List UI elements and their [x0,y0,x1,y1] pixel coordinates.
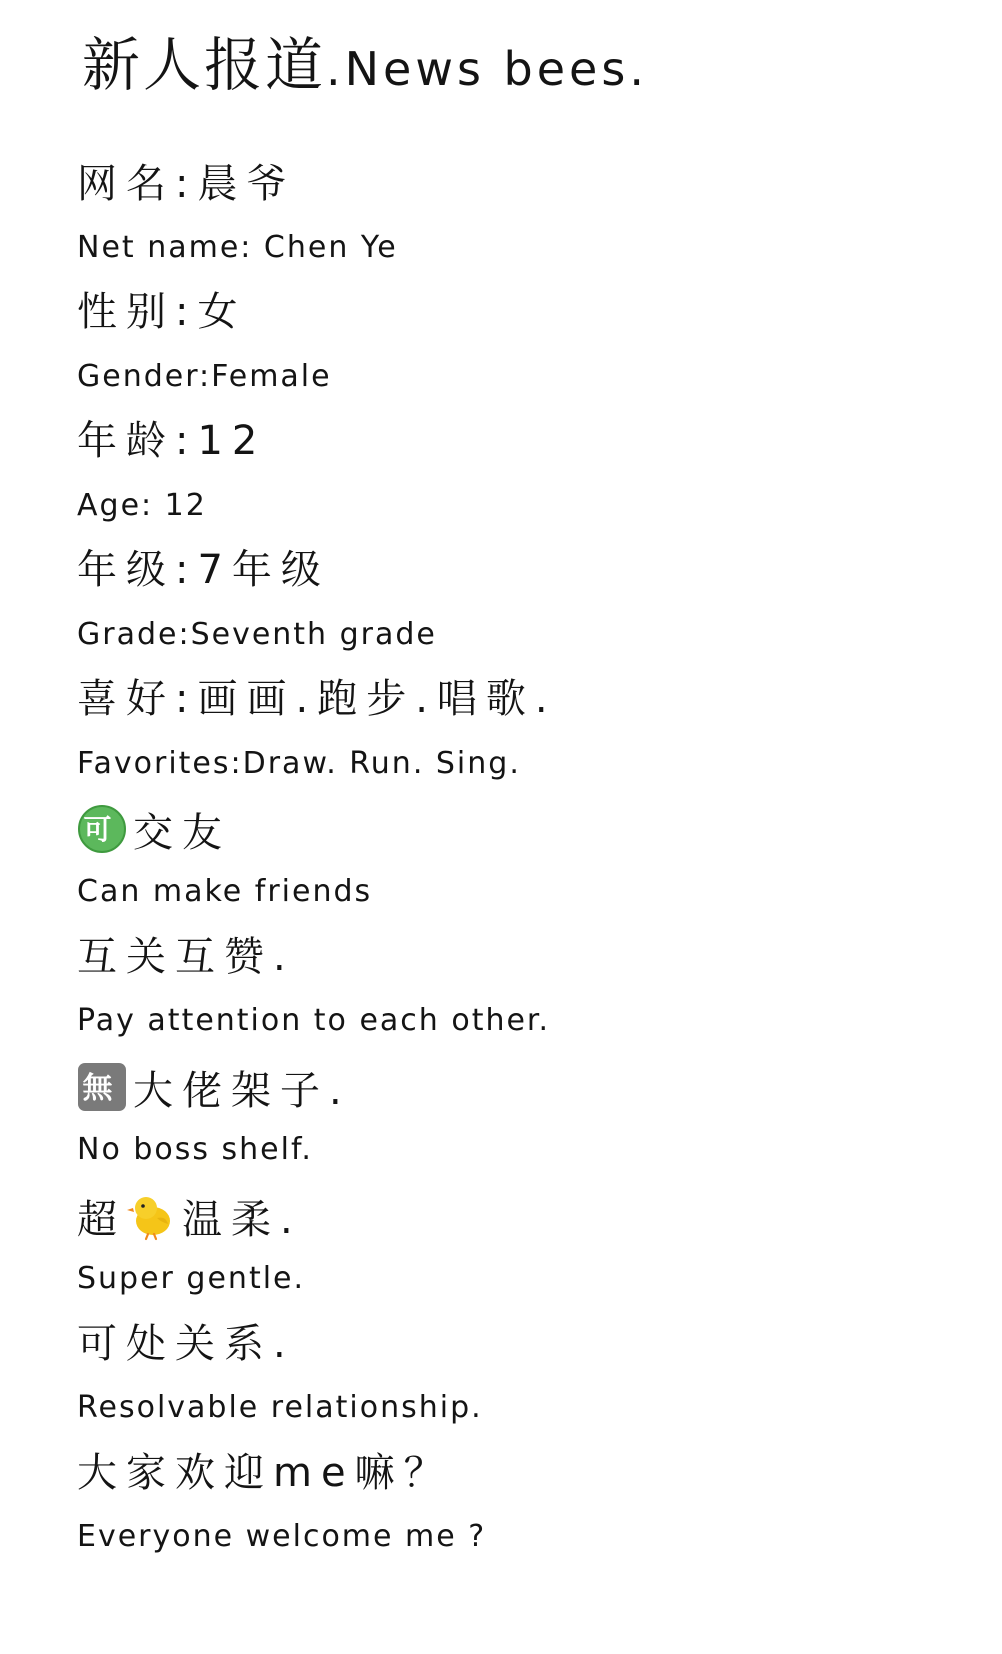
gentle-cn-a: 超 [77,1197,126,1243]
follow-en: Pay attention to each other. [77,1003,551,1038]
age-en: Age: 12 [77,488,207,523]
relation-en: Resolvable relationship. [77,1390,483,1425]
boss-en: No boss shelf. [77,1132,313,1167]
follow-cn: 互关互赞. [77,934,295,980]
gender-cn: 性别:女 [77,289,247,335]
svg-text:可: 可 [83,813,121,846]
title-en: .News bees. [326,42,648,96]
title-cn: 新人报道 [82,31,327,99]
welcome-cn: 大家欢迎me嘛？ [77,1450,453,1496]
netname-cn: 网名:晨爷 [77,161,296,207]
grade-en: Grade:Seventh grade [77,617,437,652]
gentle-cn-b: 温柔. [182,1197,302,1243]
netname-en: Net name: Chen Ye [77,230,398,265]
hobby-en: Favorites:Draw. Run. Sing. [77,746,521,781]
svg-text:無: 無 [82,1071,122,1106]
age-cn: 年龄:12 [77,418,267,464]
relation-cn: 可处关系. [77,1321,295,1367]
ke-circle-emoji-icon [77,804,127,854]
friends-cn: 交友 [133,810,231,856]
baby-chick-emoji-icon [126,1191,176,1241]
friends-line [77,804,231,854]
boss-line [77,1062,351,1112]
grade-cn: 年级:7年级 [77,547,330,593]
welcome-en: Everyone welcome me ? [77,1519,487,1554]
friends-en: Can make friends [77,874,373,909]
hobby-cn: 喜好:画画.跑步.唱歌. [77,676,557,722]
page-title [82,26,648,108]
gentle-en: Super gentle. [77,1261,306,1296]
gentle-line [77,1191,302,1241]
wu-square-emoji-icon [77,1062,127,1112]
boss-cn: 大佬架子. [133,1068,351,1114]
gender-en: Gender:Female [77,359,332,394]
